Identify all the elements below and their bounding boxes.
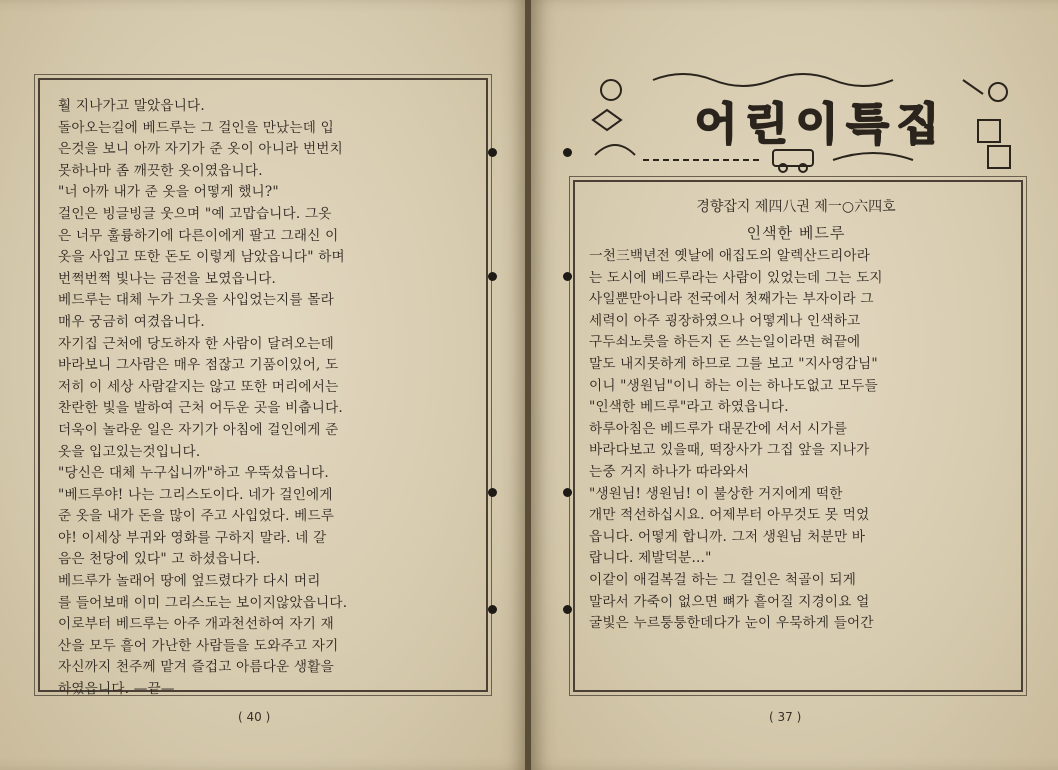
text-line: 는중 거지 하나가 따라와서 <box>589 463 750 480</box>
page-number-right: ( 37 ) <box>769 710 802 724</box>
text-line: 이로부터 베드루는 아주 개과천선하여 자기 재 <box>58 616 334 633</box>
text-line: 저히 이 세상 사람같지는 않고 또한 머리에서는 <box>58 378 339 395</box>
left-page <box>0 0 527 770</box>
text-line: "베드루야! 나는 그리스도이다. 네가 걸인에게 <box>58 486 333 503</box>
text-line: 말라서 가죽이 없으면 뼈가 흩어질 지경이요 얼 <box>589 593 870 610</box>
text-line: 번쩍번쩍 빛나는 금전을 보였읍니다. <box>58 270 277 287</box>
text-line: 읍니다. 어떻게 합니까. 그저 생원님 처분만 바 <box>589 528 866 545</box>
text-line: 굴빛은 누르퉁퉁한데다가 눈이 우묵하게 들어간 <box>589 615 874 632</box>
right-page-text <box>589 246 1009 635</box>
text-line: "당신은 대체 누구십니까"하고 우뚝섰읍니다. <box>58 465 329 482</box>
text-line: "너 아까 내가 준 옷을 어떻게 했니?" <box>58 184 279 201</box>
text-line: 바라다보고 있을때, 떡장사가 그집 앞을 지나가 <box>589 442 870 459</box>
binding-hole <box>563 148 572 157</box>
text-line: 이니 "생원님"이니 하는 이는 하나도없고 모두들 <box>589 377 878 394</box>
text-line: 이같이 애걸복걸 하는 그 걸인은 척골이 되게 <box>589 571 857 588</box>
text-line: "생원님! 생원님! 이 불상한 거지에게 떡한 <box>589 485 843 502</box>
binding-hole <box>563 272 572 281</box>
text-line: 음은 천당에 있다" 고 하셨읍니다. <box>58 551 261 568</box>
text-line: 를 들어보매 이미 그리스도는 보이지않았읍니다. <box>58 594 348 611</box>
text-line: 바라보니 그사람은 매우 점잖고 기품이있어, 도 <box>58 357 339 374</box>
text-line: 一천三백년전 옛날에 애집도의 알렉산드리아라 <box>589 248 871 264</box>
text-line: 찬란한 빛을 발하여 근처 어두운 곳을 비춥니다. <box>58 400 343 417</box>
text-line: 구두쇠노릇을 하든지 돈 쓰는일이라면 혀끝에 <box>589 334 861 351</box>
text-line: 못하나마 좀 깨끗한 옷이였읍니다. <box>58 162 263 179</box>
right-page <box>531 0 1058 770</box>
binding-hole <box>563 488 572 497</box>
text-line: 더욱이 놀라운 일은 자기가 아침에 걸인에게 준 <box>58 421 339 438</box>
left-page-text <box>58 96 468 701</box>
text-line: 걸인은 빙글빙글 웃으며 "예 고맙습니다. 그옷 <box>58 205 332 222</box>
text-line: 하였읍니다. —끝— <box>58 681 175 698</box>
article-title: 인색한 베드루 <box>746 224 846 242</box>
text-line: 베드루가 놀래어 땅에 엎드렸다가 다시 머리 <box>58 573 321 590</box>
text-line: 하루아침은 베드루가 대문간에 서서 시가를 <box>589 420 848 437</box>
text-line: 매우 궁금히 여겼읍니다. <box>58 313 205 330</box>
text-line: 말도 내지못하게 하므로 그를 보고 "지사영감님" <box>589 355 878 372</box>
page-number-left: ( 40 ) <box>238 710 271 724</box>
text-line: 산을 모두 흩어 가난한 사람들을 도와주고 자기 <box>58 637 339 654</box>
binding-hole <box>488 488 497 497</box>
text-line: 사일뿐만아니라 전국에서 첫째가는 부자이라 그 <box>589 291 874 308</box>
binding-hole <box>488 272 497 281</box>
text-line: 돌아오는길에 베드루는 그 걸인을 만났는데 입 <box>58 119 334 136</box>
text-line: 개만 적선하십시요. 어제부터 아무것도 못 먹었 <box>589 507 870 524</box>
text-line: 베드루는 대체 누가 그옷을 사입었는지를 몰라 <box>58 292 334 309</box>
binding-hole <box>563 605 572 614</box>
header-illustration <box>583 60 1023 180</box>
text-line: 랍니다. 제발덕분…" <box>589 550 712 567</box>
text-line: 세력이 아주 굉장하였으나 어떻게나 인색하고 <box>589 312 861 329</box>
text-line: 훨 지나가고 말았읍니다. <box>58 98 205 114</box>
magazine-issue-line: 경향잡지 제四八권 제一○六四호 <box>696 199 896 215</box>
text-line: 는 도시에 베드루라는 사람이 있었는데 그는 도지 <box>589 269 883 286</box>
text-line: 옷을 입고있는것입니다. <box>58 443 201 460</box>
binding-hole <box>488 148 497 157</box>
text-line: 옷을 사입고 또한 돈도 이렇게 남았읍니다" 하며 <box>58 249 345 266</box>
text-line: 준 옷을 내가 돈을 많이 주고 사입었다. 베드루 <box>58 508 335 525</box>
text-line: 은 너무 훌륭하기에 다른이에게 팔고 그래신 이 <box>58 227 339 244</box>
binding-hole <box>488 605 497 614</box>
text-line: 자기집 근처에 당도하자 한 사람이 달려오는데 <box>58 335 334 352</box>
text-line: 은것을 보니 아까 자기가 준 옷이 아니라 번번치 <box>58 141 343 158</box>
special-section-title: 어린이특집 <box>694 99 948 150</box>
text-line: 자신까지 천주께 맡겨 즐겁고 아름다운 생활을 <box>58 659 334 676</box>
text-line: 야! 이세상 부귀와 영화를 구하지 말라. 네 갈 <box>58 529 327 546</box>
text-line: "인색한 베드루"라고 하였읍니다. <box>589 399 789 416</box>
